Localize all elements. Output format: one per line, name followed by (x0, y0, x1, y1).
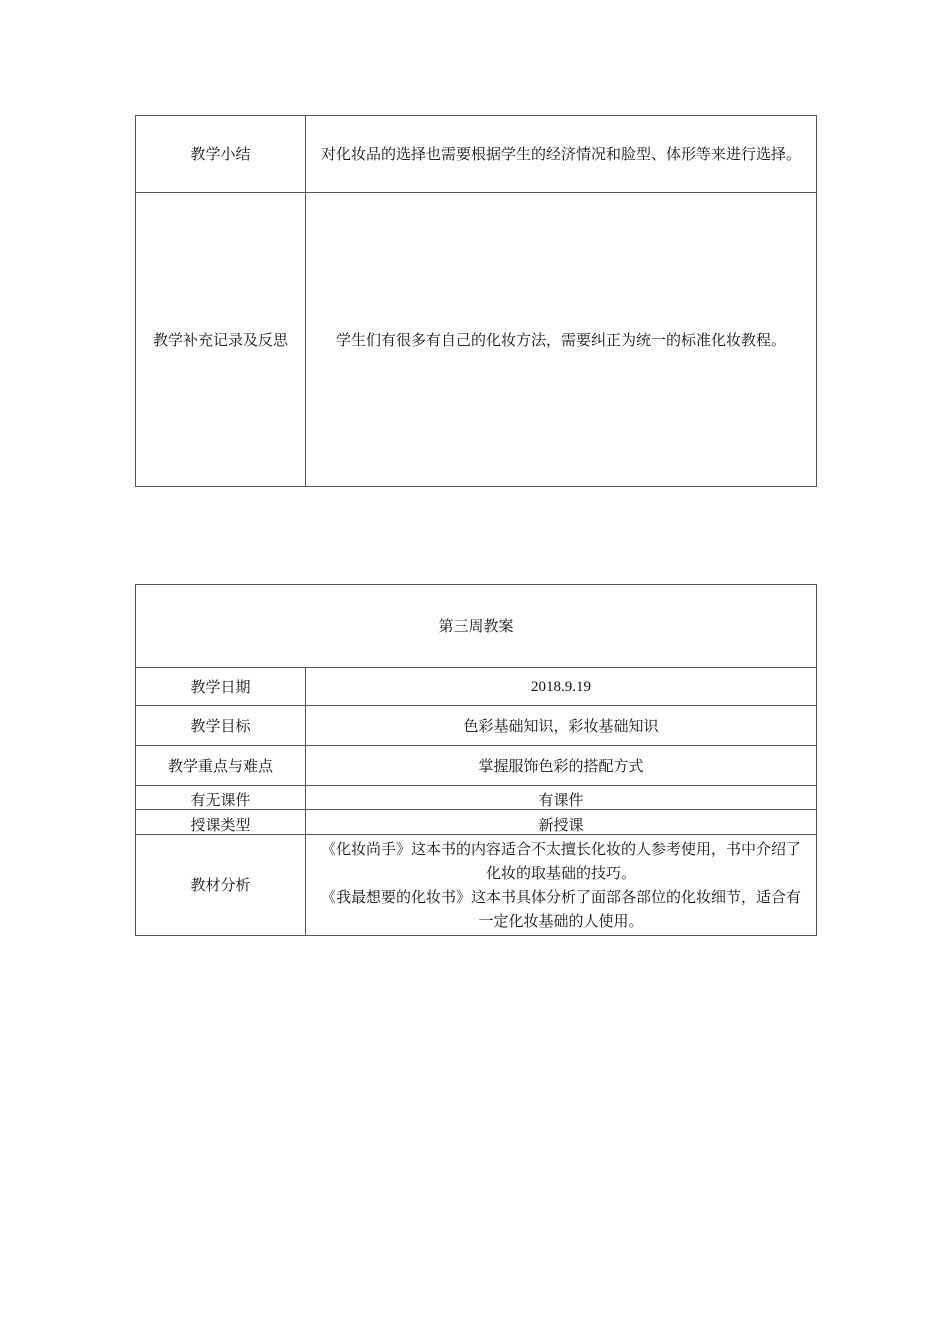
table-row (136, 835, 817, 936)
row-label: 教学目标 (136, 706, 306, 746)
table-row (136, 810, 817, 835)
row-label: 教材分析 (136, 835, 306, 936)
row-label: 教学小结 (136, 116, 306, 193)
table-title: 第三周教案 (136, 585, 817, 668)
row-label: 有无课件 (136, 786, 306, 810)
row-label: 教学日期 (136, 668, 306, 706)
row-value: 2018.9.19 (306, 668, 817, 706)
row-value: 新授课 (306, 810, 817, 835)
table-row (136, 786, 817, 810)
row-label: 授课类型 (136, 810, 306, 835)
row-value: 掌握服饰色彩的搭配方式 (306, 746, 817, 786)
analysis-line: 《我最想要的化妆书》这本书具体分析了面部各部位的化妆细节，适合有一定化妆基础的人使用。 (321, 888, 802, 930)
row-value: 有课件 (306, 786, 817, 810)
row-label: 教学重点与难点 (136, 746, 306, 786)
table-title-row (136, 585, 817, 668)
table-row (136, 746, 817, 786)
row-value (306, 835, 817, 936)
summary-table (135, 115, 817, 487)
analysis-line: 《化妆尚手》这本书的内容适合不太擅长化妆的人参考使用，书中介绍了化妆的取基础的技巧。 (321, 840, 802, 882)
table-row (136, 116, 817, 193)
week-three-plan-table (135, 584, 817, 936)
row-label: 教学补充记录及反思 (136, 193, 306, 487)
table-row (136, 706, 817, 746)
row-value: 学生们有很多有自己的化妆方法，需要纠正为统一的标准化妆教程。 (306, 193, 817, 487)
row-value: 对化妆品的选择也需要根据学生的经济情况和脸型、体形等来进行选择。 (306, 116, 817, 193)
row-value: 色彩基础知识，彩妆基础知识 (306, 706, 817, 746)
table-row (136, 668, 817, 706)
table-row (136, 193, 817, 487)
